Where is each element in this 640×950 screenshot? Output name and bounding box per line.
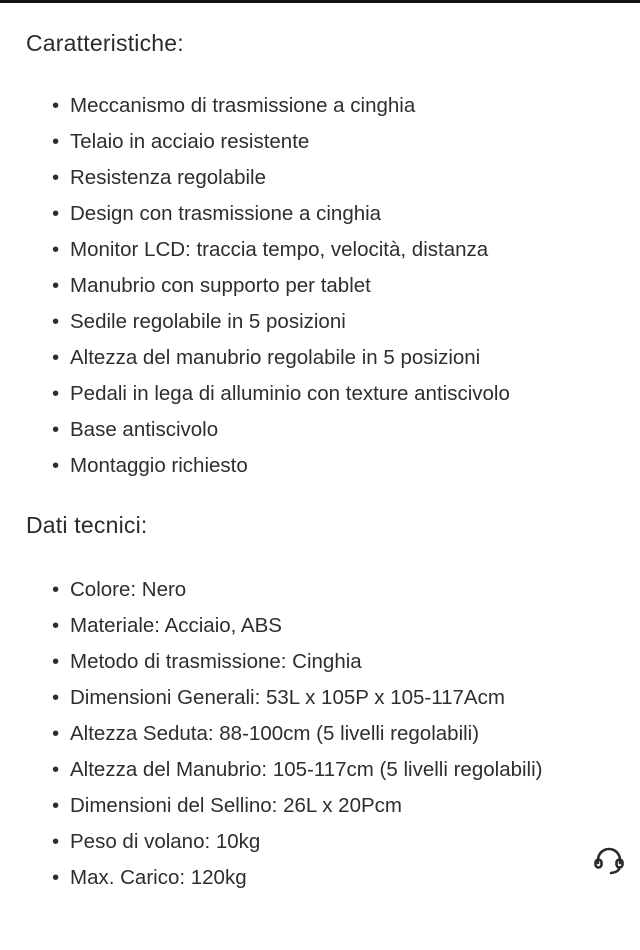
features-list — [52, 88, 618, 484]
list-item-text: Altezza Seduta: 88-100cm (5 livelli regolabili) — [70, 722, 480, 745]
list-item-text: Design con trasmissione a cinghia — [70, 202, 382, 225]
list-item-text: Metodo di trasmissione: Cinghia — [70, 650, 362, 673]
bullet-icon: • — [52, 310, 60, 333]
bullet-icon: • — [52, 454, 60, 477]
list-item-text: Max. Carico: 120kg — [70, 866, 247, 889]
list-item — [52, 572, 618, 608]
bullet-icon: • — [52, 418, 60, 441]
list-item-text: Materiale: Acciaio, ABS — [70, 614, 282, 637]
list-item-text: Dimensioni Generali: 53L x 105P x 105-117Acm — [70, 686, 505, 709]
list-item — [52, 788, 618, 824]
list-item — [52, 644, 618, 680]
list-item — [52, 124, 618, 160]
list-item — [52, 376, 618, 412]
bullet-icon: • — [52, 94, 60, 117]
list-item — [52, 860, 618, 896]
bullet-icon: • — [52, 578, 60, 601]
list-item — [52, 268, 618, 304]
bullet-icon: • — [52, 346, 60, 369]
top-edge-bar — [0, 0, 640, 3]
list-item — [52, 412, 618, 448]
list-item — [52, 340, 618, 376]
list-item-text: Colore: Nero — [70, 578, 187, 601]
bullet-icon: • — [52, 830, 60, 853]
bullet-icon: • — [52, 130, 60, 153]
list-item-text: Manubrio con supporto per tablet — [70, 274, 371, 297]
list-item-text: Altezza del Manubrio: 105-117cm (5 livelli regolabili) — [70, 758, 543, 781]
list-item — [52, 448, 618, 484]
list-item — [52, 716, 618, 752]
list-item-text: Sedile regolabile in 5 posizioni — [70, 310, 346, 333]
bullet-icon: • — [52, 166, 60, 189]
list-item-text: Monitor LCD: traccia tempo, velocità, distanza — [70, 238, 489, 261]
list-item-text: Meccanismo di trasmissione a cinghia — [70, 94, 416, 117]
features-heading: Caratteristiche: — [26, 30, 184, 56]
list-item-text: Peso di volano: 10kg — [70, 830, 261, 853]
list-item-text: Telaio in acciaio resistente — [70, 130, 310, 153]
bullet-icon: • — [52, 722, 60, 745]
bullet-icon: • — [52, 686, 60, 709]
bullet-icon: • — [52, 202, 60, 225]
bullet-icon: • — [52, 794, 60, 817]
list-item — [52, 160, 618, 196]
bullet-icon: • — [52, 614, 60, 637]
list-item — [52, 752, 618, 788]
list-item — [52, 824, 618, 860]
bullet-icon: • — [52, 758, 60, 781]
list-item-text: Base antiscivolo — [70, 418, 219, 441]
bullet-icon: • — [52, 382, 60, 405]
list-item — [52, 88, 618, 124]
list-item-text: Altezza del manubrio regolabile in 5 posizioni — [70, 346, 481, 369]
list-item-text: Dimensioni del Sellino: 26L x 20Pcm — [70, 794, 402, 817]
bullet-icon: • — [52, 866, 60, 889]
list-item — [52, 232, 618, 268]
headset-icon — [592, 845, 626, 879]
list-item — [52, 608, 618, 644]
bullet-icon: • — [52, 274, 60, 297]
list-item-text: Resistenza regolabile — [70, 166, 267, 189]
list-item-text: Montaggio richiesto — [70, 454, 248, 477]
list-item — [52, 680, 618, 716]
bullet-icon: • — [52, 238, 60, 261]
specs-heading: Dati tecnici: — [26, 512, 148, 538]
list-item — [52, 304, 618, 340]
customer-support-button[interactable] — [592, 845, 626, 879]
list-item — [52, 196, 618, 232]
specs-list — [52, 572, 618, 896]
list-item-text: Pedali in lega di alluminio con texture antiscivolo — [70, 382, 510, 405]
bullet-icon: • — [52, 650, 60, 673]
